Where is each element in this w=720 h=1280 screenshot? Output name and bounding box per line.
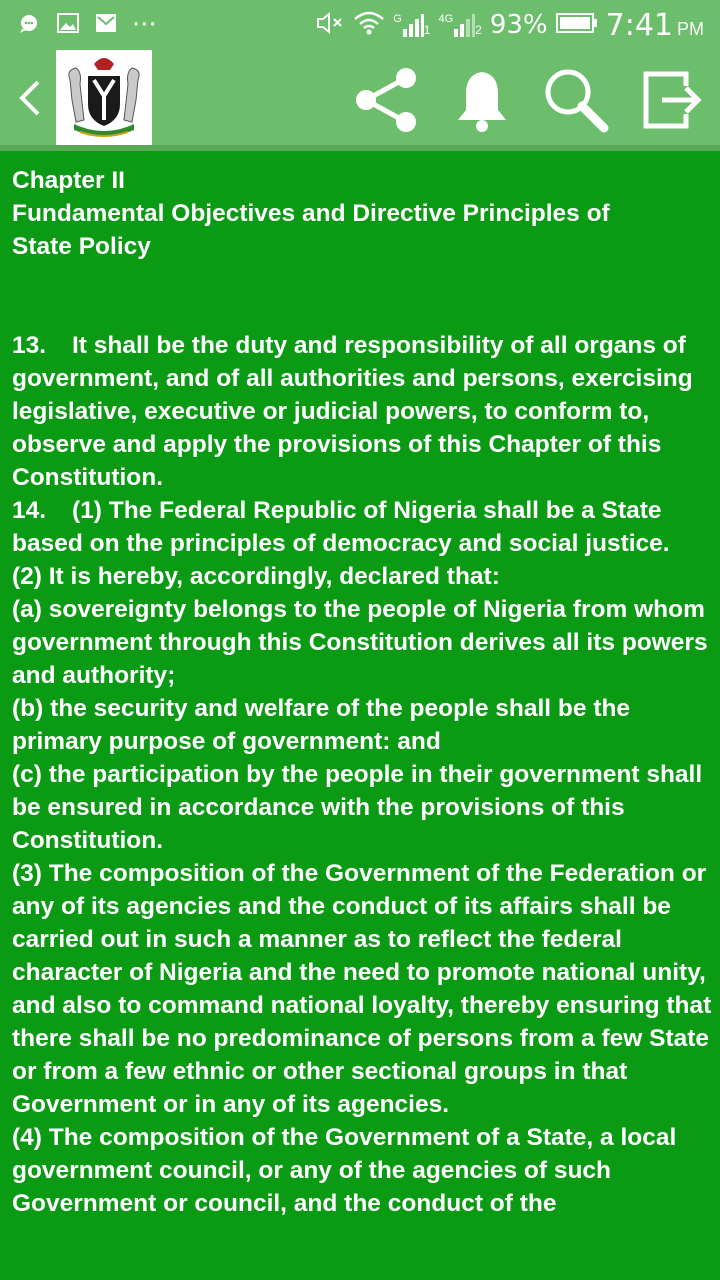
chapter-title-line-1: Fundamental Objectives and Directive Principles of (12, 200, 610, 227)
chat-icon (18, 11, 42, 40)
mute-icon (315, 10, 345, 41)
chapter-number: Chapter II (12, 167, 125, 194)
section-14-2-c: (c) the participation by the people in their government shall be ensured in accordance with the provisions of this Constitution. (12, 761, 703, 854)
section-14-2: (2) It is hereby, accordingly, declared that: (12, 563, 500, 590)
app-bar-divider (0, 145, 720, 151)
section-14-4: (4) The composition of the Government of a State, a local government council, or any of the agencies of such Government or council, and the conduct of the (12, 1124, 677, 1217)
notifications-button[interactable] (446, 64, 518, 136)
chapter-content (12, 164, 712, 1220)
bell-icon (446, 64, 518, 136)
signal-sim2-icon: 4G 2 (438, 13, 482, 37)
section-14-3: (3) The composition of the Government of the Federation or any of its agencies and the conduct of its affairs shall be carried out in such a manner as to reflect the federal character of Nigeria and the need to promote national unity, and also to command national loyalty, thereby ensuring that there shall be no predominance of persons from a few State or from a few ethnic or other sectional groups in that Government or in any of its agencies. (12, 860, 712, 1118)
status-bar (0, 0, 720, 50)
section-13-text: It shall be the duty and responsibility of all organs of government, and of all authorities and persons, exercising legislative, executive or judicial powers, to conform to, observe and apply the provisions of this Chapter of this Constitution. (12, 332, 693, 491)
battery-icon (556, 12, 598, 39)
coat-of-arms-logo (56, 50, 152, 145)
share-button[interactable] (350, 64, 422, 136)
image-icon (56, 11, 80, 40)
section-13-number: 13. (12, 332, 47, 359)
signal-sim1-icon: G 1 (393, 13, 431, 37)
mail-icon (94, 11, 118, 40)
share-icon (350, 64, 422, 136)
more-notifications: ··· (132, 10, 157, 40)
exit-icon (636, 64, 708, 136)
spacer (12, 263, 712, 329)
clock: 7:41 PM (605, 7, 704, 43)
search-button[interactable] (540, 64, 612, 136)
section-14-2-a: (a) sovereignty belongs to the people of Nigeria from whom government through this Constitution derives all its powers and authority; (12, 596, 708, 689)
wifi-icon (353, 10, 385, 41)
section-14-1 (12, 494, 712, 560)
back-button[interactable] (10, 74, 50, 122)
exit-button[interactable] (636, 64, 708, 136)
chapter-title-line-2: State Policy (12, 233, 151, 260)
battery-percent: 93% (489, 10, 548, 40)
section-13 (12, 329, 712, 494)
app-bar (0, 50, 720, 145)
chevron-left-icon (10, 74, 50, 122)
search-icon (540, 64, 612, 136)
section-14-2-b: (b) the security and welfare of the people shall be the primary purpose of government: and (12, 695, 631, 755)
section-14-1-text: (1) The Federal Republic of Nigeria shall be a State based on the principles of democracy and social justice. (12, 497, 670, 557)
section-14-number: 14. (12, 497, 47, 524)
